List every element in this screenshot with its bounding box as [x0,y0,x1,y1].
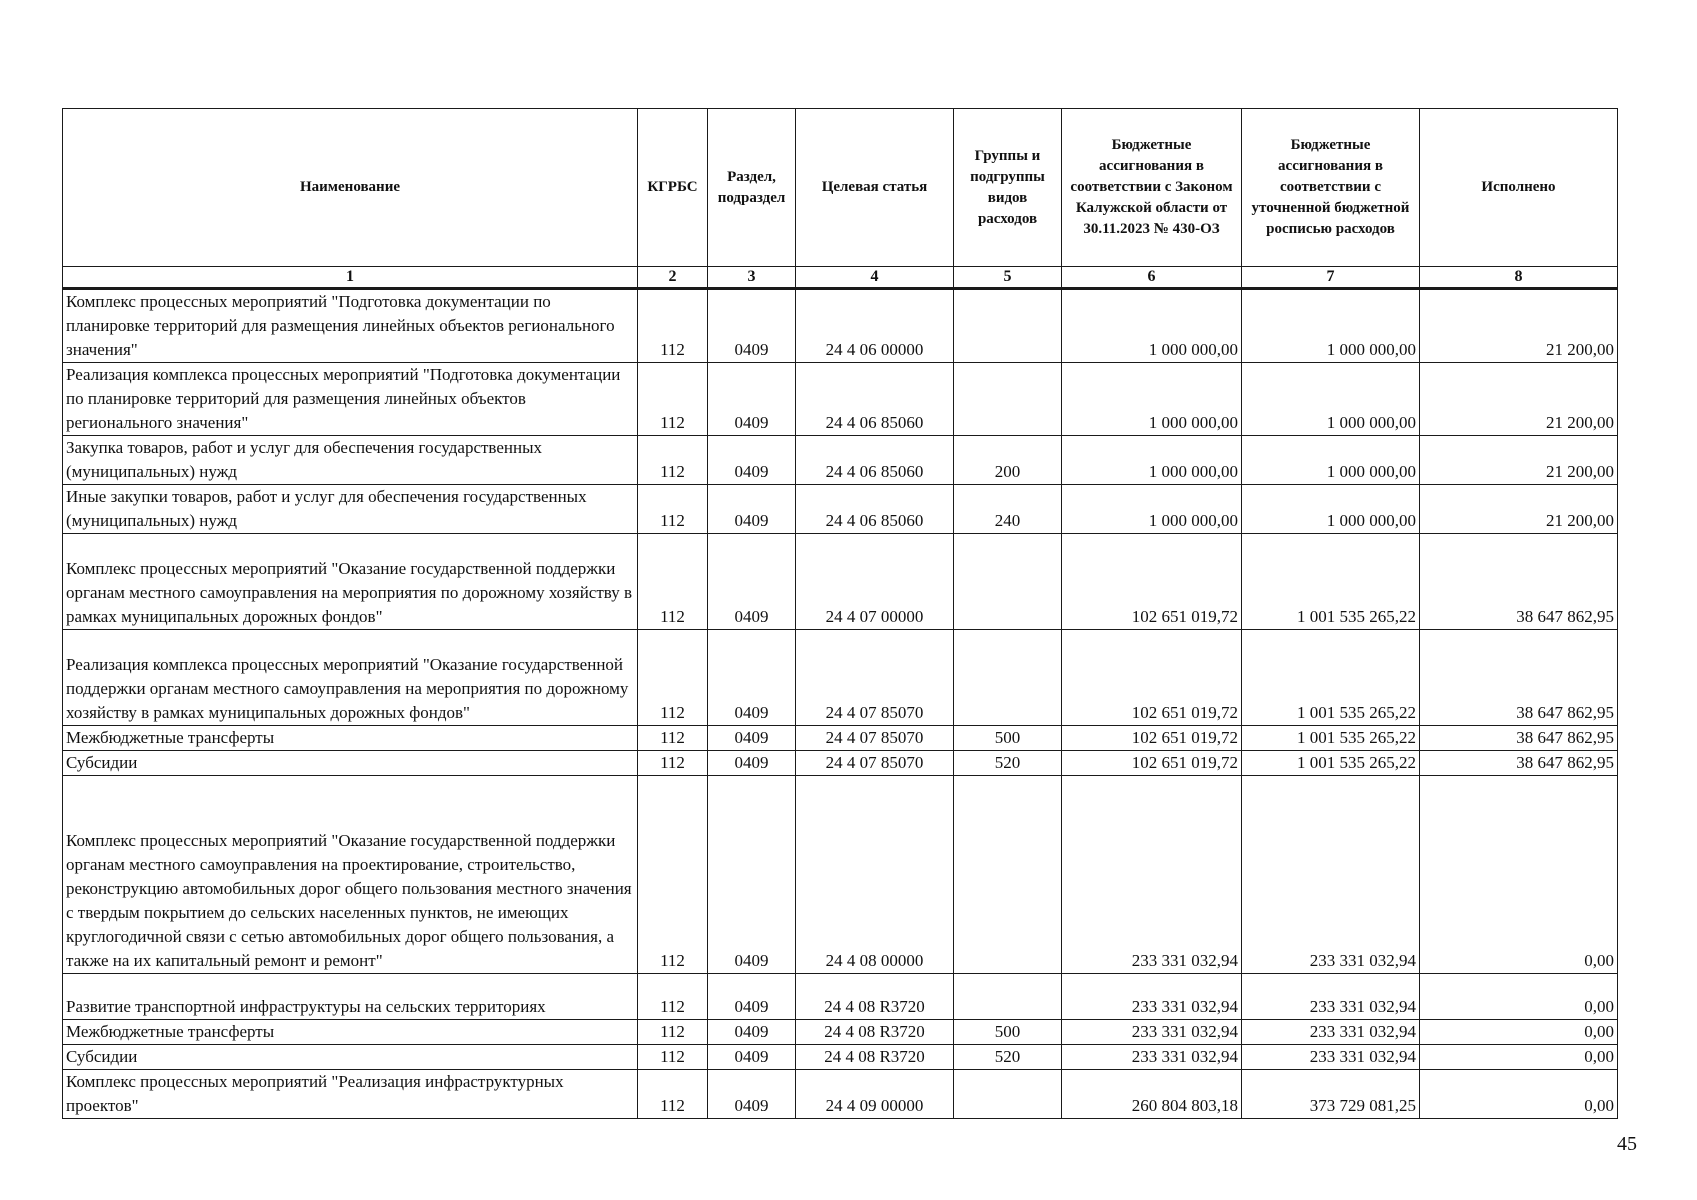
row-section: 0409 [708,776,796,974]
row-group: 240 [954,485,1062,534]
row-group: 520 [954,751,1062,776]
row-kgrbs: 112 [638,363,708,436]
row-name: Закупка товаров, работ и услуг для обеспечения государственных (муниципальных) нужд [63,436,638,485]
row-executed-amount: 38 647 862,95 [1420,534,1618,630]
row-target: 24 4 07 00000 [796,534,954,630]
row-section: 0409 [708,485,796,534]
row-section: 0409 [708,751,796,776]
row-kgrbs: 112 [638,776,708,974]
column-number: 3 [708,267,796,289]
column-number: 7 [1242,267,1420,289]
row-executed-amount: 38 647 862,95 [1420,630,1618,726]
row-executed-amount: 0,00 [1420,974,1618,1020]
table-row [63,974,1618,1020]
page-number: 45 [1617,1133,1637,1155]
row-target: 24 4 06 00000 [796,289,954,363]
row-section: 0409 [708,363,796,436]
row-law-amount: 102 651 019,72 [1062,534,1242,630]
row-name: Комплекс процессных мероприятий "Оказание государственной поддержки органам местного самоуправления на проектирование, строительство, реконструкцию автомобильных дорог общего пользования местного значения с твердым покрытием до сельских населенных пунктов, не имеющих круглогодичной связи с сетью автомобильных дорог общего пользования, а также на их капитальный ремонт и ремонт" [63,776,638,974]
header-section: Раздел, подраздел [708,109,796,267]
row-group: 520 [954,1045,1062,1070]
header-executed: Исполнено [1420,109,1618,267]
row-schedule-amount: 233 331 032,94 [1242,974,1420,1020]
row-section: 0409 [708,1045,796,1070]
row-group [954,974,1062,1020]
row-name: Комплекс процессных мероприятий "Оказание государственной поддержки органам местного самоуправления на мероприятия по дорожному хозяйству в рамках муниципальных дорожных фондов" [63,534,638,630]
row-executed-amount: 38 647 862,95 [1420,726,1618,751]
row-name: Межбюджетные трансферты [63,1020,638,1045]
row-group [954,1070,1062,1119]
table-row [63,534,1618,630]
header-schedule: Бюджетные ассигнования в соответствии с уточненной бюджетной росписью расходов [1242,109,1420,267]
row-law-amount: 233 331 032,94 [1062,1045,1242,1070]
table-row [63,776,1618,974]
row-law-amount: 1 000 000,00 [1062,436,1242,485]
budget-table [62,108,1618,1119]
row-target: 24 4 07 85070 [796,630,954,726]
row-target: 24 4 08 R3720 [796,974,954,1020]
row-group: 500 [954,1020,1062,1045]
column-number: 2 [638,267,708,289]
row-law-amount: 1 000 000,00 [1062,363,1242,436]
column-number: 4 [796,267,954,289]
row-schedule-amount: 1 001 535 265,22 [1242,534,1420,630]
row-law-amount: 1 000 000,00 [1062,485,1242,534]
row-schedule-amount: 1 001 535 265,22 [1242,751,1420,776]
header-name: Наименование [63,109,638,267]
row-section: 0409 [708,534,796,630]
row-kgrbs: 112 [638,1045,708,1070]
row-kgrbs: 112 [638,289,708,363]
table-row [63,630,1618,726]
row-kgrbs: 112 [638,974,708,1020]
row-name: Комплекс процессных мероприятий "Реализация инфраструктурных проектов" [63,1070,638,1119]
row-target: 24 4 06 85060 [796,363,954,436]
row-law-amount: 102 651 019,72 [1062,630,1242,726]
row-kgrbs: 112 [638,534,708,630]
header-law: Бюджетные ассигнования в соответствии с Законом Калужской области от 30.11.2023 № 430-ОЗ [1062,109,1242,267]
table-row [63,1045,1618,1070]
column-number: 8 [1420,267,1618,289]
row-section: 0409 [708,1070,796,1119]
column-number: 6 [1062,267,1242,289]
row-executed-amount: 38 647 862,95 [1420,751,1618,776]
row-kgrbs: 112 [638,436,708,485]
row-group: 500 [954,726,1062,751]
table-row [63,1020,1618,1045]
row-target: 24 4 08 00000 [796,776,954,974]
row-executed-amount: 0,00 [1420,1045,1618,1070]
table-row [63,363,1618,436]
row-section: 0409 [708,630,796,726]
row-group [954,289,1062,363]
row-target: 24 4 08 R3720 [796,1020,954,1045]
row-executed-amount: 21 200,00 [1420,485,1618,534]
table-row [63,289,1618,363]
row-name: Иные закупки товаров, работ и услуг для обеспечения государственных (муниципальных) нужд [63,485,638,534]
row-schedule-amount: 233 331 032,94 [1242,1045,1420,1070]
row-name: Развитие транспортной инфраструктуры на сельских территориях [63,974,638,1020]
table-row [63,436,1618,485]
row-kgrbs: 112 [638,485,708,534]
row-schedule-amount: 1 000 000,00 [1242,363,1420,436]
row-schedule-amount: 1 001 535 265,22 [1242,726,1420,751]
row-law-amount: 102 651 019,72 [1062,751,1242,776]
row-executed-amount: 21 200,00 [1420,436,1618,485]
row-section: 0409 [708,289,796,363]
row-group [954,534,1062,630]
row-law-amount: 1 000 000,00 [1062,289,1242,363]
row-law-amount: 233 331 032,94 [1062,776,1242,974]
row-kgrbs: 112 [638,726,708,751]
row-name: Межбюджетные трансферты [63,726,638,751]
row-law-amount: 260 804 803,18 [1062,1070,1242,1119]
row-law-amount: 233 331 032,94 [1062,1020,1242,1045]
table-row [63,485,1618,534]
row-executed-amount: 0,00 [1420,1070,1618,1119]
table-row [63,1070,1618,1119]
row-schedule-amount: 233 331 032,94 [1242,1020,1420,1045]
row-executed-amount: 0,00 [1420,1020,1618,1045]
row-schedule-amount: 1 000 000,00 [1242,485,1420,534]
row-law-amount: 233 331 032,94 [1062,974,1242,1020]
row-executed-amount: 0,00 [1420,776,1618,974]
row-target: 24 4 07 85070 [796,751,954,776]
row-schedule-amount: 233 331 032,94 [1242,776,1420,974]
row-section: 0409 [708,436,796,485]
header-target: Целевая статья [796,109,954,267]
row-schedule-amount: 373 729 081,25 [1242,1070,1420,1119]
column-number: 5 [954,267,1062,289]
row-section: 0409 [708,726,796,751]
header-kgrbs: КГРБС [638,109,708,267]
row-executed-amount: 21 200,00 [1420,289,1618,363]
row-name: Субсидии [63,751,638,776]
row-group [954,630,1062,726]
row-name: Реализация комплекса процессных мероприятий "Подготовка документации по планировке территорий для размещения линейных объектов регионального значения" [63,363,638,436]
header-groups: Группы и подгруппы видов расходов [954,109,1062,267]
row-kgrbs: 112 [638,1020,708,1045]
row-name: Реализация комплекса процессных мероприятий "Оказание государственной поддержки органам местного самоуправления на мероприятия по дорожному хозяйству в рамках муниципальных дорожных фондов" [63,630,638,726]
row-target: 24 4 06 85060 [796,436,954,485]
header-row [63,109,1618,267]
table-row [63,726,1618,751]
row-schedule-amount: 1 000 000,00 [1242,289,1420,363]
column-number-row [63,267,1618,289]
row-kgrbs: 112 [638,751,708,776]
row-target: 24 4 06 85060 [796,485,954,534]
row-law-amount: 102 651 019,72 [1062,726,1242,751]
row-name: Субсидии [63,1045,638,1070]
row-name: Комплекс процессных мероприятий "Подготовка документации по планировке территорий для размещения линейных объектов регионального значения" [63,289,638,363]
row-section: 0409 [708,1020,796,1045]
row-group [954,776,1062,974]
table-row [63,751,1618,776]
row-group: 200 [954,436,1062,485]
row-kgrbs: 112 [638,1070,708,1119]
row-executed-amount: 21 200,00 [1420,363,1618,436]
row-section: 0409 [708,974,796,1020]
row-target: 24 4 07 85070 [796,726,954,751]
row-target: 24 4 09 00000 [796,1070,954,1119]
row-target: 24 4 08 R3720 [796,1045,954,1070]
row-schedule-amount: 1 001 535 265,22 [1242,630,1420,726]
row-group [954,363,1062,436]
row-schedule-amount: 1 000 000,00 [1242,436,1420,485]
row-kgrbs: 112 [638,630,708,726]
column-number: 1 [63,267,638,289]
